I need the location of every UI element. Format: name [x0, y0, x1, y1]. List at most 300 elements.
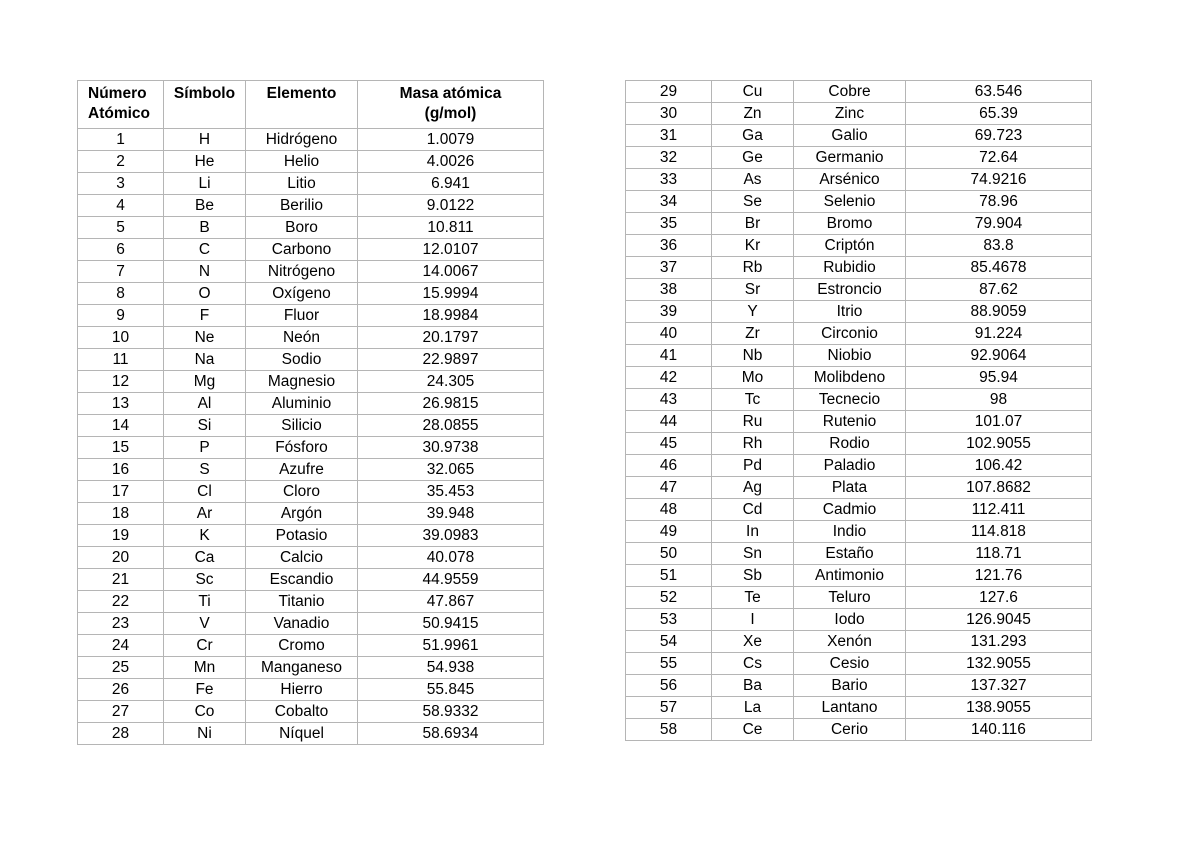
table-row [626, 653, 1092, 675]
table-row [78, 723, 544, 745]
element-name-cell: Berilio [246, 195, 358, 217]
table-row [626, 433, 1092, 455]
atomic-mass-cell: 107.8682 [906, 477, 1092, 499]
element-name-cell: Oxígeno [246, 283, 358, 305]
atomic-number-cell: 1 [78, 129, 164, 151]
atomic-mass-cell: 44.9559 [358, 569, 544, 591]
atomic-number-cell: 52 [626, 587, 712, 609]
header-numero-atomico [78, 81, 164, 129]
table-row [626, 147, 1092, 169]
table-row [626, 389, 1092, 411]
atomic-number-cell: 30 [626, 103, 712, 125]
header-masa-line1: Masa atómica [399, 85, 502, 102]
atomic-mass-cell: 98 [906, 389, 1092, 411]
atomic-mass-cell: 12.0107 [358, 239, 544, 261]
element-name-cell: Rubidio [794, 257, 906, 279]
table-row [78, 569, 544, 591]
element-name-cell: Bromo [794, 213, 906, 235]
symbol-cell: Ni [164, 723, 246, 745]
atomic-mass-cell: 65.39 [906, 103, 1092, 125]
element-name-cell: Escandio [246, 569, 358, 591]
atomic-number-cell: 54 [626, 631, 712, 653]
atomic-mass-cell: 58.9332 [358, 701, 544, 723]
symbol-cell: Cl [164, 481, 246, 503]
element-name-cell: Galio [794, 125, 906, 147]
element-name-cell: Zinc [794, 103, 906, 125]
atomic-number-cell: 50 [626, 543, 712, 565]
symbol-cell: P [164, 437, 246, 459]
element-name-cell: Molibdeno [794, 367, 906, 389]
atomic-number-cell: 15 [78, 437, 164, 459]
symbol-cell: Fe [164, 679, 246, 701]
atomic-number-cell: 35 [626, 213, 712, 235]
atomic-mass-cell: 102.9055 [906, 433, 1092, 455]
atomic-number-cell: 6 [78, 239, 164, 261]
atomic-mass-cell: 121.76 [906, 565, 1092, 587]
element-name-cell: Cesio [794, 653, 906, 675]
element-name-cell: Níquel [246, 723, 358, 745]
element-name-cell: Sodio [246, 349, 358, 371]
atomic-mass-cell: 131.293 [906, 631, 1092, 653]
atomic-number-cell: 39 [626, 301, 712, 323]
table-row [626, 103, 1092, 125]
element-name-cell: Estaño [794, 543, 906, 565]
symbol-cell: C [164, 239, 246, 261]
element-name-cell: Fluor [246, 305, 358, 327]
symbol-cell: Ge [712, 147, 794, 169]
table-row [626, 301, 1092, 323]
symbol-cell: O [164, 283, 246, 305]
atomic-number-cell: 38 [626, 279, 712, 301]
symbol-cell: Y [712, 301, 794, 323]
element-name-cell: Plata [794, 477, 906, 499]
atomic-number-cell: 37 [626, 257, 712, 279]
atomic-mass-cell: 50.9415 [358, 613, 544, 635]
element-name-cell: Cobalto [246, 701, 358, 723]
atomic-mass-cell: 14.0067 [358, 261, 544, 283]
element-name-cell: Boro [246, 217, 358, 239]
atomic-mass-cell: 54.938 [358, 657, 544, 679]
atomic-number-cell: 56 [626, 675, 712, 697]
symbol-cell: Nb [712, 345, 794, 367]
atomic-mass-cell: 118.71 [906, 543, 1092, 565]
table-row [626, 565, 1092, 587]
symbol-cell: Xe [712, 631, 794, 653]
symbol-cell: Tc [712, 389, 794, 411]
atomic-mass-cell: 72.64 [906, 147, 1092, 169]
atomic-number-cell: 43 [626, 389, 712, 411]
table-row [78, 217, 544, 239]
table-row [626, 499, 1092, 521]
table-row [78, 393, 544, 415]
atomic-mass-cell: 10.811 [358, 217, 544, 239]
table-row [78, 195, 544, 217]
element-name-cell: Carbono [246, 239, 358, 261]
atomic-mass-cell: 140.116 [906, 719, 1092, 741]
header-elemento: Elemento [246, 81, 358, 129]
atomic-number-cell: 18 [78, 503, 164, 525]
element-name-cell: Fósforo [246, 437, 358, 459]
atomic-number-cell: 40 [626, 323, 712, 345]
table-row [626, 257, 1092, 279]
symbol-cell: Pd [712, 455, 794, 477]
table-row [78, 415, 544, 437]
symbol-cell: V [164, 613, 246, 635]
atomic-mass-cell: 137.327 [906, 675, 1092, 697]
table-row [78, 327, 544, 349]
atomic-number-cell: 33 [626, 169, 712, 191]
atomic-number-cell: 26 [78, 679, 164, 701]
element-name-cell: Litio [246, 173, 358, 195]
atomic-number-cell: 16 [78, 459, 164, 481]
table-row [78, 261, 544, 283]
atomic-mass-cell: 39.0983 [358, 525, 544, 547]
atomic-mass-cell: 58.6934 [358, 723, 544, 745]
table-row [626, 697, 1092, 719]
atomic-number-cell: 44 [626, 411, 712, 433]
atomic-number-cell: 14 [78, 415, 164, 437]
element-name-cell: Rodio [794, 433, 906, 455]
atomic-mass-cell: 126.9045 [906, 609, 1092, 631]
element-table-right [625, 80, 1092, 741]
atomic-mass-cell: 106.42 [906, 455, 1092, 477]
atomic-mass-cell: 24.305 [358, 371, 544, 393]
atomic-number-cell: 25 [78, 657, 164, 679]
element-name-cell: Bario [794, 675, 906, 697]
symbol-cell: Cs [712, 653, 794, 675]
symbol-cell: As [712, 169, 794, 191]
symbol-cell: Cr [164, 635, 246, 657]
atomic-number-cell: 28 [78, 723, 164, 745]
atomic-number-cell: 32 [626, 147, 712, 169]
element-name-cell: Cromo [246, 635, 358, 657]
atomic-number-cell: 31 [626, 125, 712, 147]
element-name-cell: Rutenio [794, 411, 906, 433]
table-row [626, 169, 1092, 191]
header-numero-line1: Número [88, 85, 147, 102]
atomic-mass-cell: 114.818 [906, 521, 1092, 543]
symbol-cell: Mn [164, 657, 246, 679]
atomic-number-cell: 5 [78, 217, 164, 239]
table-row [78, 525, 544, 547]
atomic-number-cell: 11 [78, 349, 164, 371]
atomic-number-cell: 57 [626, 697, 712, 719]
element-name-cell: Arsénico [794, 169, 906, 191]
atomic-mass-cell: 47.867 [358, 591, 544, 613]
element-name-cell: Niobio [794, 345, 906, 367]
table-row [78, 701, 544, 723]
symbol-cell: Ar [164, 503, 246, 525]
table-row [78, 173, 544, 195]
atomic-mass-cell: 28.0855 [358, 415, 544, 437]
atomic-mass-cell: 83.8 [906, 235, 1092, 257]
atomic-mass-cell: 1.0079 [358, 129, 544, 151]
header-simbolo: Símbolo [164, 81, 246, 129]
element-name-cell: Magnesio [246, 371, 358, 393]
atomic-number-cell: 10 [78, 327, 164, 349]
symbol-cell: H [164, 129, 246, 151]
atomic-mass-cell: 15.9994 [358, 283, 544, 305]
symbol-cell: Sb [712, 565, 794, 587]
atomic-mass-cell: 30.9738 [358, 437, 544, 459]
table-row [78, 459, 544, 481]
atomic-number-cell: 47 [626, 477, 712, 499]
element-name-cell: Manganeso [246, 657, 358, 679]
atomic-number-cell: 13 [78, 393, 164, 415]
table-row [626, 279, 1092, 301]
symbol-cell: He [164, 151, 246, 173]
table-row [626, 675, 1092, 697]
symbol-cell: In [712, 521, 794, 543]
header-masa-atomica [358, 81, 544, 129]
atomic-number-cell: 41 [626, 345, 712, 367]
symbol-cell: Ag [712, 477, 794, 499]
symbol-cell: N [164, 261, 246, 283]
symbol-cell: Cd [712, 499, 794, 521]
symbol-cell: Ba [712, 675, 794, 697]
symbol-cell: F [164, 305, 246, 327]
symbol-cell: Se [712, 191, 794, 213]
table-row [626, 609, 1092, 631]
atomic-number-cell: 45 [626, 433, 712, 455]
atomic-mass-cell: 39.948 [358, 503, 544, 525]
atomic-mass-cell: 101.07 [906, 411, 1092, 433]
element-name-cell: Tecnecio [794, 389, 906, 411]
symbol-cell: Sc [164, 569, 246, 591]
atomic-number-cell: 4 [78, 195, 164, 217]
symbol-cell: Co [164, 701, 246, 723]
symbol-cell: Ru [712, 411, 794, 433]
element-name-cell: Itrio [794, 301, 906, 323]
symbol-cell: Kr [712, 235, 794, 257]
atomic-number-cell: 58 [626, 719, 712, 741]
atomic-mass-cell: 132.9055 [906, 653, 1092, 675]
atomic-number-cell: 48 [626, 499, 712, 521]
atomic-number-cell: 24 [78, 635, 164, 657]
atomic-mass-cell: 85.4678 [906, 257, 1092, 279]
element-name-cell: Helio [246, 151, 358, 173]
element-name-cell: Cobre [794, 81, 906, 103]
header-row [78, 81, 544, 129]
table-row [78, 657, 544, 679]
table-row [78, 679, 544, 701]
atomic-mass-cell: 55.845 [358, 679, 544, 701]
symbol-cell: Cu [712, 81, 794, 103]
table-row [626, 587, 1092, 609]
atomic-number-cell: 42 [626, 367, 712, 389]
atomic-mass-cell: 95.94 [906, 367, 1092, 389]
atomic-mass-cell: 138.9055 [906, 697, 1092, 719]
element-name-cell: Nitrógeno [246, 261, 358, 283]
table-row [626, 191, 1092, 213]
symbol-cell: Sn [712, 543, 794, 565]
atomic-number-cell: 2 [78, 151, 164, 173]
atomic-mass-cell: 22.9897 [358, 349, 544, 371]
element-name-cell: Neón [246, 327, 358, 349]
symbol-cell: Br [712, 213, 794, 235]
symbol-cell: Be [164, 195, 246, 217]
element-name-cell: Argón [246, 503, 358, 525]
atomic-number-cell: 51 [626, 565, 712, 587]
atomic-number-cell: 20 [78, 547, 164, 569]
atomic-number-cell: 36 [626, 235, 712, 257]
symbol-cell: Rh [712, 433, 794, 455]
symbol-cell: Ne [164, 327, 246, 349]
atomic-mass-cell: 87.62 [906, 279, 1092, 301]
element-name-cell: Selenio [794, 191, 906, 213]
atomic-mass-cell: 51.9961 [358, 635, 544, 657]
symbol-cell: Ti [164, 591, 246, 613]
element-name-cell: Aluminio [246, 393, 358, 415]
element-name-cell: Silicio [246, 415, 358, 437]
element-name-cell: Potasio [246, 525, 358, 547]
atomic-number-cell: 34 [626, 191, 712, 213]
symbol-cell: Si [164, 415, 246, 437]
atomic-mass-cell: 35.453 [358, 481, 544, 503]
symbol-cell: Al [164, 393, 246, 415]
element-name-cell: Hidrógeno [246, 129, 358, 151]
atomic-mass-cell: 79.904 [906, 213, 1092, 235]
table-row [78, 371, 544, 393]
atomic-mass-cell: 9.0122 [358, 195, 544, 217]
element-name-cell: Teluro [794, 587, 906, 609]
element-name-cell: Lantano [794, 697, 906, 719]
element-name-cell: Indio [794, 521, 906, 543]
symbol-cell: Te [712, 587, 794, 609]
symbol-cell: Ga [712, 125, 794, 147]
element-name-cell: Criptón [794, 235, 906, 257]
table-row [78, 239, 544, 261]
element-name-cell: Xenón [794, 631, 906, 653]
atomic-mass-cell: 92.9064 [906, 345, 1092, 367]
symbol-cell: K [164, 525, 246, 547]
atomic-number-cell: 29 [626, 81, 712, 103]
atomic-mass-cell: 18.9984 [358, 305, 544, 327]
atomic-number-cell: 27 [78, 701, 164, 723]
symbol-cell: Li [164, 173, 246, 195]
symbol-cell: Sr [712, 279, 794, 301]
atomic-number-cell: 21 [78, 569, 164, 591]
symbol-cell: Na [164, 349, 246, 371]
atomic-mass-cell: 4.0026 [358, 151, 544, 173]
atomic-number-cell: 9 [78, 305, 164, 327]
atomic-number-cell: 7 [78, 261, 164, 283]
table-row [78, 613, 544, 635]
atomic-number-cell: 22 [78, 591, 164, 613]
symbol-cell: Zr [712, 323, 794, 345]
element-table-left [77, 80, 544, 745]
atomic-mass-cell: 78.96 [906, 191, 1092, 213]
table-row [626, 213, 1092, 235]
table-row [626, 345, 1092, 367]
atomic-mass-cell: 63.546 [906, 81, 1092, 103]
element-name-cell: Calcio [246, 547, 358, 569]
symbol-cell: I [712, 609, 794, 631]
atomic-number-cell: 17 [78, 481, 164, 503]
atomic-number-cell: 12 [78, 371, 164, 393]
table-row [78, 305, 544, 327]
table-row [626, 323, 1092, 345]
header-masa-line2: (g/mol) [424, 105, 477, 122]
atomic-number-cell: 23 [78, 613, 164, 635]
element-name-cell: Cadmio [794, 499, 906, 521]
symbol-cell: Mo [712, 367, 794, 389]
atomic-mass-cell: 20.1797 [358, 327, 544, 349]
table-row [626, 125, 1092, 147]
element-name-cell: Iodo [794, 609, 906, 631]
symbol-cell: Zn [712, 103, 794, 125]
atomic-mass-cell: 26.9815 [358, 393, 544, 415]
table-row [626, 367, 1092, 389]
symbol-cell: S [164, 459, 246, 481]
element-name-cell: Germanio [794, 147, 906, 169]
atomic-mass-cell: 88.9059 [906, 301, 1092, 323]
element-name-cell: Circonio [794, 323, 906, 345]
symbol-cell: La [712, 697, 794, 719]
table-row [626, 455, 1092, 477]
table-row [78, 547, 544, 569]
header-numero-line2: Atómico [88, 105, 150, 122]
table-row [78, 151, 544, 173]
atomic-number-cell: 19 [78, 525, 164, 547]
table-row [78, 437, 544, 459]
atomic-number-cell: 55 [626, 653, 712, 675]
atomic-mass-cell: 69.723 [906, 125, 1092, 147]
symbol-cell: B [164, 217, 246, 239]
element-name-cell: Vanadio [246, 613, 358, 635]
atomic-mass-cell: 91.224 [906, 323, 1092, 345]
atomic-number-cell: 53 [626, 609, 712, 631]
atomic-number-cell: 46 [626, 455, 712, 477]
table-row [626, 521, 1092, 543]
table-row [78, 283, 544, 305]
element-name-cell: Estroncio [794, 279, 906, 301]
table-row [78, 349, 544, 371]
table-row [626, 543, 1092, 565]
table-row [626, 411, 1092, 433]
table-row [78, 503, 544, 525]
table-row [626, 235, 1092, 257]
atomic-number-cell: 49 [626, 521, 712, 543]
symbol-cell: Mg [164, 371, 246, 393]
table-row [626, 477, 1092, 499]
atomic-mass-cell: 74.9216 [906, 169, 1092, 191]
atomic-mass-cell: 40.078 [358, 547, 544, 569]
atomic-number-cell: 3 [78, 173, 164, 195]
element-name-cell: Titanio [246, 591, 358, 613]
symbol-cell: Rb [712, 257, 794, 279]
atomic-mass-cell: 6.941 [358, 173, 544, 195]
table-row [626, 81, 1092, 103]
atomic-mass-cell: 32.065 [358, 459, 544, 481]
element-name-cell: Paladio [794, 455, 906, 477]
element-name-cell: Cloro [246, 481, 358, 503]
element-name-cell: Azufre [246, 459, 358, 481]
element-name-cell: Antimonio [794, 565, 906, 587]
element-name-cell: Cerio [794, 719, 906, 741]
table-row [626, 719, 1092, 741]
table-row [78, 481, 544, 503]
symbol-cell: Ce [712, 719, 794, 741]
atomic-number-cell: 8 [78, 283, 164, 305]
atomic-mass-cell: 112.411 [906, 499, 1092, 521]
element-name-cell: Hierro [246, 679, 358, 701]
table-row [78, 591, 544, 613]
symbol-cell: Ca [164, 547, 246, 569]
table-row [78, 635, 544, 657]
table-row [78, 129, 544, 151]
table-row [626, 631, 1092, 653]
